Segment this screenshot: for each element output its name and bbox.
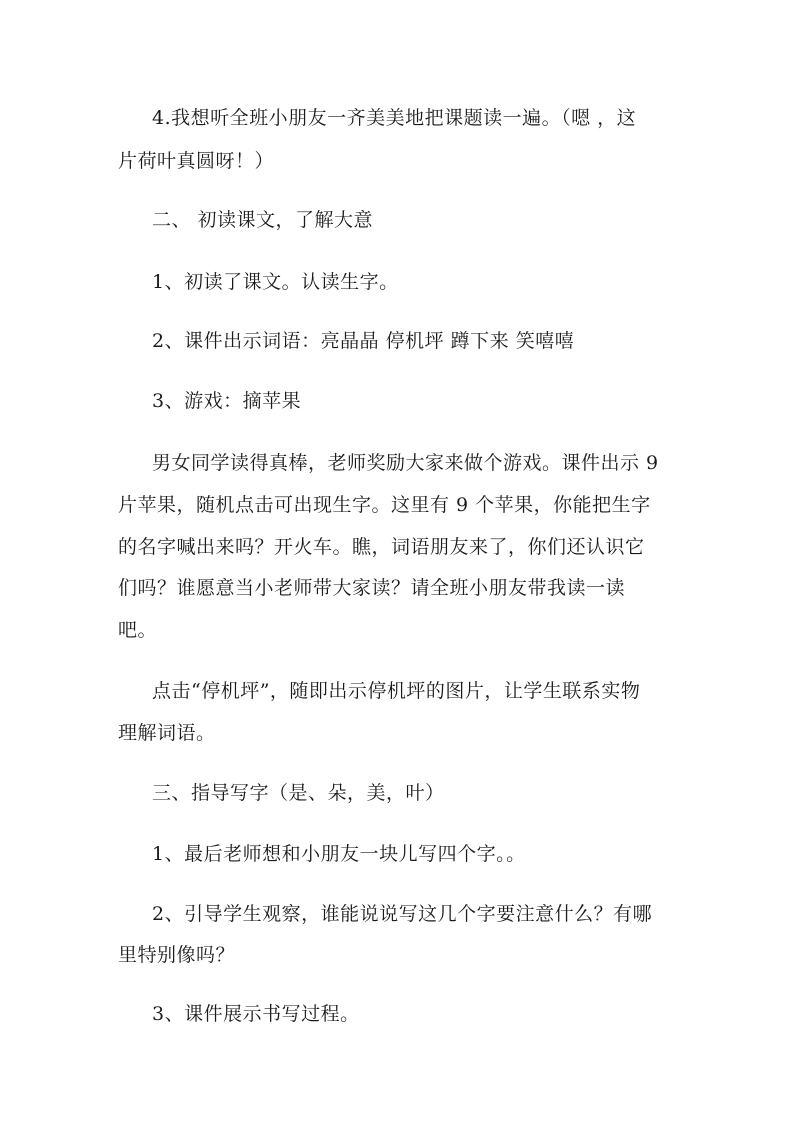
paragraph-line: 男女同学读得真棒，老师奖励大家来做个游戏。课件出示 9 bbox=[152, 452, 659, 474]
list-item: 1、最后老师想和小朋友一块儿写四个字。。 bbox=[152, 843, 526, 865]
paragraph-line: 们吗？谁愿意当小老师带大家读？请全班小朋友带我读一读 bbox=[118, 577, 626, 599]
paragraph-line: 理解词语。 bbox=[118, 722, 216, 744]
list-item: 3、课件展示书写过程。 bbox=[152, 1003, 360, 1025]
list-item: 里特别像吗？ bbox=[118, 944, 236, 966]
section-heading: 二、 初读课文，了解大意 bbox=[152, 209, 374, 231]
list-item: 1、初读了课文。认读生字。 bbox=[152, 271, 399, 293]
paragraph-line: 片荷叶真圆呀！） bbox=[118, 150, 275, 172]
paragraph-line: 片苹果，随机点击可出现生字。这里有 9 个苹果，你能把生字 bbox=[118, 494, 651, 516]
paragraph-line: 4.我想听全班小朋友一齐美美地把课题读一遍。（嗯 ，这 bbox=[152, 107, 637, 129]
paragraph-line: 吧。 bbox=[118, 619, 158, 641]
list-item: 3、游戏：摘苹果 bbox=[152, 390, 302, 412]
section-heading: 三、指导写字（是、朵，美，叶） bbox=[152, 782, 445, 804]
list-item: 2、课件出示词语：亮晶晶 停机坪 蹲下来 笑嘻嘻 bbox=[152, 330, 575, 352]
paragraph-line: 点击“停机坪”，随即出示停机坪的图片，让学生联系实物 bbox=[152, 680, 641, 702]
list-item: 2、引导学生观察，谁能说说写这几个字要注意什么？有哪 bbox=[152, 903, 653, 925]
paragraph-line: 的名字喊出来吗？开火车。瞧，词语朋友来了，你们还认识它 bbox=[118, 536, 645, 558]
